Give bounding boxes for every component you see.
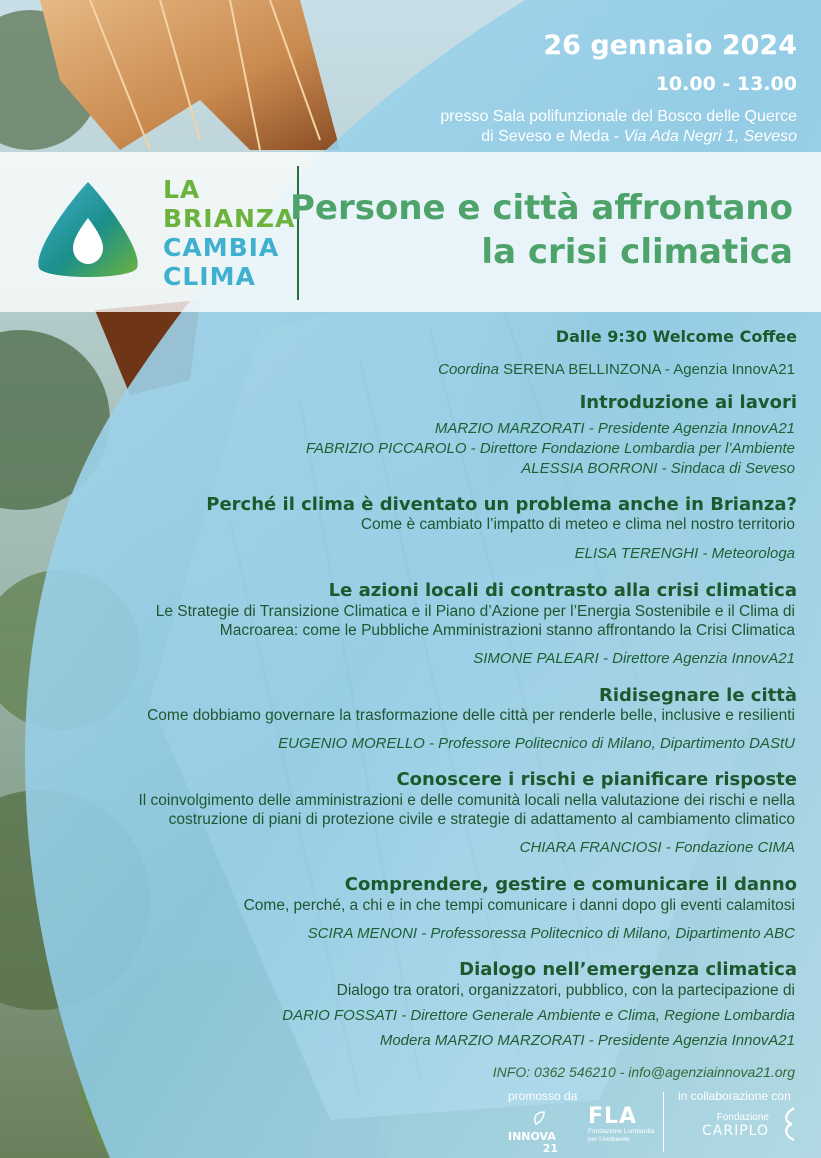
session-7-description: Dialogo tra oratori, organizzatori, pubblico, con la partecipazione di [336,982,795,999]
logo-line2: BRIANZA [163,204,296,233]
session-2-speaker: ELISA TERENGHI - Meteorologa [574,545,795,562]
session-3-speaker: SIMONE PALEARI - Direttore Agenzia InnovA21 [473,650,795,667]
venue-line1: presso Sala polifunzionale del Bosco delle Querce [440,108,797,125]
title-line2: la crisi climatica [481,232,793,272]
innova21-logo [508,1110,558,1155]
venue-line2 [481,128,797,146]
session-4-description: Come dobbiamo governare la trasformazione delle città per renderle belle, inclusive e resilienti [147,707,795,724]
innova-number: 21 [542,1142,558,1155]
session-7-title: Dialogo nell’emergenza climatica [459,959,797,980]
fla-sub1: Fondazione Lombardia [588,1128,655,1135]
footer-divider [663,1092,664,1152]
page-title [290,186,793,274]
fla-text: FLA [588,1104,638,1129]
session-5-description-1: Il coinvolgimento delle amministrazioni e delle comunità locali nella valutazione dei rischi e nella [138,792,795,809]
logo-mark [33,180,143,280]
session-1-speaker-1: MARZIO MARZORATI - Presidente Agenzia InnovA21 [434,420,795,437]
event-time: 10.00 - 13.00 [655,73,797,95]
session-6-title: Comprendere, gestire e comunicare il danno [344,874,797,895]
cariplo-sub: Fondazione [716,1112,769,1123]
session-6-description: Come, perché, a chi e in che tempi comunicare i danni dopo gli eventi calamitosi [243,897,795,914]
coordinator [438,361,795,378]
session-1-title: Introduzione ai lavori [579,392,797,413]
title-line1: Persone e città affrontano [289,188,793,228]
coordinator-prefix: Coordina [438,361,504,378]
session-1-speaker-2: FABRIZIO PICCAROLO - Direttore Fondazione Lombardia per l’Ambiente [305,440,795,457]
cariplo-symbol-icon [780,1106,802,1142]
session-7-speaker: DARIO FOSSATI - Direttore Generale Ambiente e Clima, Regione Lombardia [282,1007,795,1024]
session-3-title: Le azioni locali di contrasto alla crisi climatica [328,580,797,601]
session-5-title: Conoscere i rischi e pianificare risposte [396,769,797,790]
logo-text [163,175,295,291]
innova-text: INNOVA [508,1130,556,1143]
collaboration-label: in collaborazione con [678,1089,791,1103]
logo-line3: CAMBIA [163,233,280,262]
session-3-description-1: Le Strategie di Transizione Climatica e il Piano d’Azione per l’Energia Sostenibile e il Clima di [155,603,795,620]
cariplo-mark [780,1106,802,1147]
drop-logo-icon [33,180,143,280]
session-5-description-2: costruzione di piani di protezione civile e strategie di adattamento al cambiamento climatico [168,811,795,828]
session-2-title: Perché il clima è diventato un problema anche in Brianza? [206,494,797,515]
venue-address: Via Ada Negri 1, Seveso [623,128,797,145]
fla-logo [588,1106,656,1150]
promoted-by-label: promosso da [508,1089,578,1103]
session-4-title: Ridisegnare le città [598,685,797,706]
event-date: 26 gennaio 2024 [543,30,797,61]
cariplo-logo [702,1112,769,1139]
cariplo-main: CARIPLO [702,1123,769,1139]
logo-line1: LA [163,175,201,204]
session-5-speaker: CHIARA FRANCIOSI - Fondazione CIMA [519,839,795,856]
coordinator-name: SERENA BELLINZONA - Agenzia InnovA21 [503,361,795,378]
venue-place: di Seveso e Meda - [481,128,624,145]
fla-sub2: per l’Ambiente [588,1136,630,1143]
session-4-speaker: EUGENIO MORELLO - Professore Politecnico di Milano, Dipartimento DAStU [278,735,795,752]
session-6-speaker: SCIRA MENONI - Professoressa Politecnico di Milano, Dipartimento ABC [307,925,795,942]
session-7-moderator: Modera MARZIO MARZORATI - Presidente Agenzia InnovA21 [379,1032,795,1049]
contact-info: INFO: 0362 546210 - info@agenziainnova21.org [492,1064,795,1080]
session-3-description-2: Macroarea: come le Pubbliche Amministrazioni stanno affrontando la Crisi Climatica [219,622,795,639]
session-1-speaker-3: ALESSIA BORRONI - Sindaca di Seveso [521,460,795,477]
welcome-coffee: Dalle 9:30 Welcome Coffee [555,327,797,346]
session-2-description: Come è cambiato l’impatto di meteo e clima nel nostro territorio [360,516,795,533]
leaf-icon [508,1110,558,1126]
logo-line4: CLIMA [163,262,256,291]
